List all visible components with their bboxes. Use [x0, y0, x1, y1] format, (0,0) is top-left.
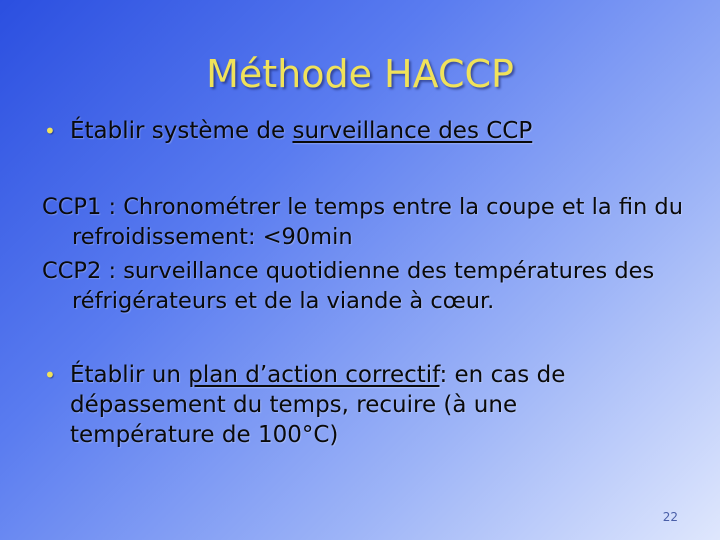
bullet-text-suffix: : en cas de dépassement du temps, recuire (à une température de 100°C) — [70, 362, 566, 448]
bullet-text — [70, 360, 644, 450]
bullet-text — [70, 116, 532, 146]
slide-title: Méthode HACCP — [206, 52, 514, 96]
bullet-text-underlined: surveillance des CCP — [292, 118, 533, 144]
bullet-text-prefix: Établir un — [70, 362, 189, 388]
bullet-icon: • — [44, 363, 56, 387]
bullet-text-underlined: plan d’action correctif — [188, 362, 440, 388]
bullet-text-prefix: Établir système de — [70, 118, 293, 144]
bullet-icon: • — [44, 119, 56, 143]
bullet-item-action-plan — [44, 360, 644, 450]
bullet-item-surveillance — [44, 116, 532, 146]
ccp2-paragraph: CCP2 : surveillance quotidienne des températures des réfrigérateurs et de la viande à cœur. — [42, 258, 655, 314]
ccp1-paragraph: CCP1 : Chronométrer le temps entre la coupe et la fin du refroidissement: <90min — [42, 194, 683, 250]
page-number: 22 — [662, 510, 678, 524]
